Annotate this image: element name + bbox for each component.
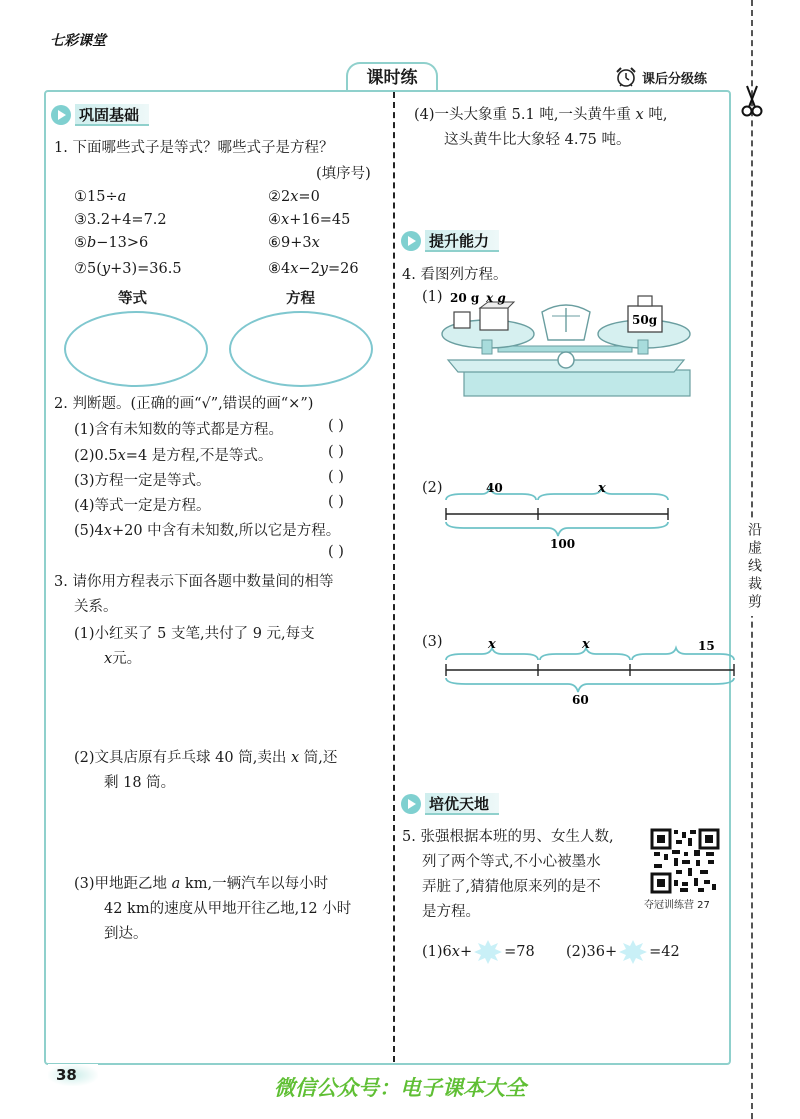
q1-item-7: ⑦5(y+3)=36.5 (74, 261, 182, 277)
scale-beam (498, 346, 632, 352)
scale-base (464, 370, 690, 396)
level-title (614, 66, 707, 88)
page-number: 38 (56, 1066, 77, 1084)
segment-diagram-3 (440, 634, 738, 710)
d2-right-label: x (598, 481, 606, 496)
q4-part1-label: (1) (422, 289, 443, 305)
right-weight-label: 50g (632, 313, 658, 327)
scissors-icon (740, 84, 764, 118)
q5-line3: 弄脏了,猜猜他原来列的是不 (422, 879, 601, 895)
balance-scale-figure (438, 282, 694, 398)
q1-item-1: ①15÷a (74, 189, 127, 205)
q2-statement-2: (2)0.5x=4 是方程,不是等式。 (74, 448, 273, 464)
q2-statement-3: (3)方程一定是等式。 (74, 473, 211, 489)
q1-item-5: ⑤b−13>6 (74, 235, 149, 251)
section-basic-title: 巩固基础 (75, 104, 149, 126)
cut-instruction: 沿虚线裁剪 (738, 518, 764, 616)
brace-bottom (446, 522, 668, 536)
q5-equation-2: (2)36+ =42 (566, 938, 680, 966)
q5-line2: 列了两个等式,不小心被墨水 (422, 854, 601, 870)
watermark: 微信公众号：电子课本大全 (274, 1076, 526, 1100)
q3-part2-line2: 剩 18 筒。 (104, 775, 176, 791)
q3-part3-line1: (3)甲地距乙地 a km,一辆汽车以每小时 (74, 876, 329, 892)
q3-stem-line2: 关系。 (74, 599, 118, 615)
d2-total-label: 100 (550, 537, 576, 551)
q3-part3-line2: 42 km的速度从甲地开往乙地,12 小时 (104, 901, 352, 917)
level-title-text: 课后分级练 (642, 71, 708, 87)
left-weight-20g (454, 312, 470, 328)
q4-part2-label: (2) (422, 480, 443, 496)
equality-answer-oval[interactable] (64, 311, 208, 387)
q1-hint: (填序号) (316, 166, 371, 182)
d3-total-label: 60 (572, 693, 589, 707)
ink-blot-icon (472, 938, 504, 966)
q3-stem-line1: 3. 请你用方程表示下面各题中数量间的相等 (54, 574, 334, 590)
q2-statement-5: (5)4x+20 中含有未知数,所以它是方程。 (74, 523, 341, 539)
brace-c (632, 648, 734, 660)
equation-answer-oval[interactable] (229, 311, 373, 387)
qr-code[interactable] (650, 828, 720, 894)
q5-line1: 5. 张强根据本班的男、女生人数, (402, 829, 614, 845)
d3-b-label: x (582, 637, 590, 652)
left-weight-label: 20 g (450, 291, 480, 305)
segment-diagram-2 (440, 480, 672, 552)
section-improve (400, 229, 499, 253)
q1-item-8: ⑧4x−2y=26 (268, 261, 359, 277)
d2-left-label: 40 (486, 481, 503, 495)
q3-part1-line1: (1)小红买了 5 支笔,共付了 9 元,每支 (74, 626, 315, 642)
q4-stem: 4. 看图列方程。 (402, 267, 508, 283)
left-unknown-label: x g (486, 291, 506, 305)
answer-paren-2[interactable]: ( ) (328, 444, 344, 460)
q3-part4-line2: 这头黄牛比大象轻 4.75 吨。 (444, 132, 631, 148)
section-improve-title: 提升能力 (425, 230, 499, 252)
play-icon (50, 104, 72, 126)
q3-part1-line2: x元。 (104, 651, 142, 667)
q2-stem: 2. 判断题。(正确的画“√”,错误的画“×”) (54, 396, 314, 412)
q5-equation-1: (1)6 x + =78 (422, 938, 535, 966)
answer-paren-4[interactable]: ( ) (328, 494, 344, 510)
section-excel-title: 培优天地 (425, 793, 499, 815)
q3-part3-line3: 到达。 (104, 926, 148, 942)
lesson-tab: 课时练 (346, 62, 438, 90)
answer-paren-1[interactable]: ( ) (328, 418, 344, 434)
q4-part3-label: (3) (422, 634, 443, 650)
d3-a-label: x (488, 637, 496, 652)
scale-pivot (558, 352, 574, 368)
section-basic (50, 103, 149, 127)
q1-item-4: ④x+16=45 (268, 212, 351, 228)
q2-statement-1: (1)含有未知数的等式都是方程。 (74, 422, 284, 438)
column-divider (393, 92, 395, 1062)
answer-paren-3[interactable]: ( ) (328, 469, 344, 485)
label-equation: 方程 (286, 290, 315, 307)
qr-caption: 夺冠训练营 27 (644, 900, 710, 911)
q3-part2-line1: (2)文具店原有乒乓球 40 筒,卖出 x 筒,还 (74, 750, 338, 766)
play-icon (400, 230, 422, 252)
q1-item-6: ⑥9+3x (268, 235, 320, 251)
q1-item-3: ③3.2+4=7.2 (74, 212, 167, 228)
brace-total (446, 678, 734, 692)
q5-line4: 是方程。 (422, 904, 480, 920)
section-excel (400, 792, 499, 816)
q1-stem: 1. 下面哪些式子是等式？哪些式子是方程？ (54, 140, 334, 156)
brand-logo: 七彩课堂 (50, 33, 106, 49)
ink-blot-icon (617, 938, 649, 966)
q2-statement-4: (4)等式一定是方程。 (74, 498, 211, 514)
alarm-clock-icon (614, 66, 638, 88)
q3-part4-line1: (4)一头大象重 5.1 吨,一头黄牛重 x 吨, (414, 107, 668, 123)
q1-item-2: ②2x=0 (268, 189, 320, 205)
answer-paren-5[interactable]: ( ) (328, 544, 344, 560)
left-box-x (480, 308, 508, 330)
label-equality: 等式 (118, 290, 147, 307)
play-icon (400, 793, 422, 815)
d3-c-label: 15 (698, 639, 715, 653)
